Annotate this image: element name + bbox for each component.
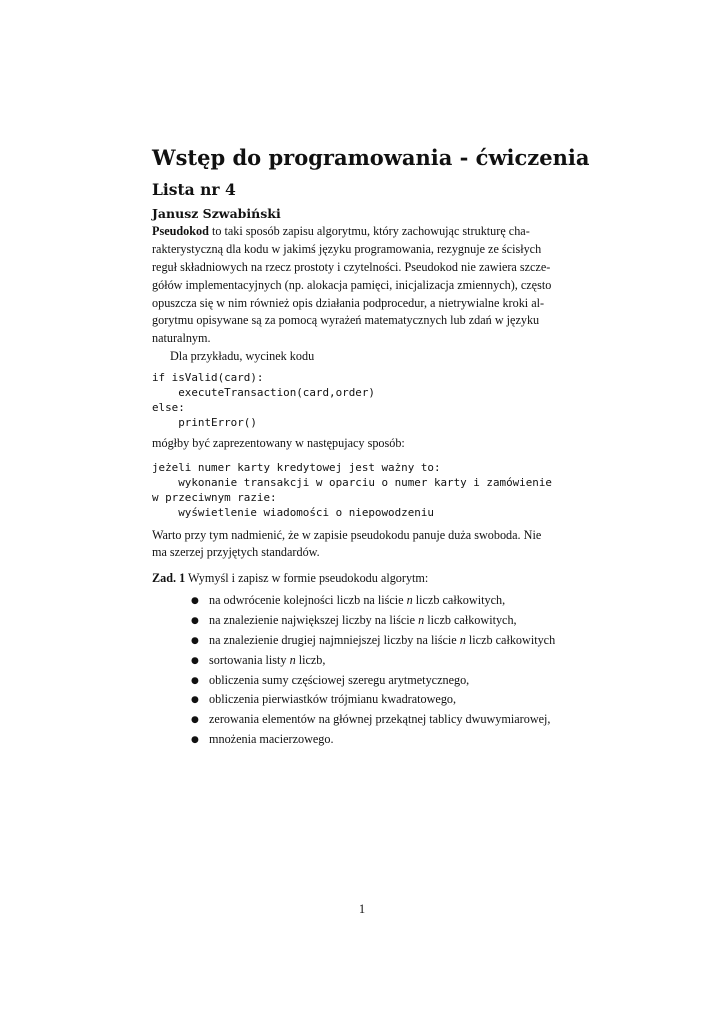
bullet-icon: ●	[191, 735, 199, 745]
task-label: Zad. 1	[152, 571, 186, 585]
intro-line-text: to taki sposób zapisu algorytmu, który zachowując strukturę cha-	[211, 224, 530, 238]
task-item: obliczenia sumy częściowej szeregu arytmetycznego,	[209, 673, 470, 687]
author-name: Janusz Szwabiński	[152, 206, 281, 221]
task-item: zerowania elementów na głównej przekątnej tablicy dwuwymiarowej,	[209, 712, 551, 726]
code-line: if isValid(card):	[152, 371, 264, 384]
document-title: Wstęp do programowania - ćwiczenia	[152, 145, 590, 170]
task-heading	[152, 571, 428, 586]
bullet-icon: ●	[191, 656, 199, 666]
bullet-icon: ●	[191, 636, 199, 646]
intro-line: gółów implementacyjnych (np. alokacja pamięci, inicjalizacja zmiennych), często	[152, 278, 552, 292]
task-item: na odwrócenie kolejności liczb na liście n liczb całkowitych,	[209, 593, 506, 607]
task-text: Wymyśl i zapisz w formie pseudokodu algorytm:	[188, 571, 429, 585]
intro-line: naturalnym.	[152, 331, 211, 345]
intro-line: opuszcza się w nim również opis działania podprocedur, a nietrywialne kroki al-	[152, 296, 545, 310]
example-intro-line: Dla przykładu, wycinek kodu	[170, 349, 315, 363]
page-number: 1	[358, 902, 366, 916]
task-item: obliczenia pierwiastków trójmianu kwadratowego,	[209, 692, 457, 706]
intro-line	[152, 224, 530, 239]
code-line: printError()	[152, 416, 257, 429]
intro-line: rakterystyczną dla kodu w jakimś języku programowania, rezygnuje ze ścisłych	[152, 242, 542, 256]
bullet-icon: ●	[191, 596, 199, 606]
task-item: mnożenia macierzowego.	[209, 732, 334, 746]
intro-line: gorytmu opisywane są za pomocą wyrażeń matematycznych lub zdań w języku	[152, 313, 540, 327]
note-line: Warto przy tym nadmienić, że w zapisie pseudokodu panuje duża swoboda. Nie	[152, 528, 542, 542]
code-line: executeTransaction(card,order)	[152, 386, 375, 399]
list-subtitle: Lista nr 4	[152, 180, 236, 199]
pseudo-line: jeżeli numer karty kredytowej jest ważny to:	[152, 461, 441, 474]
task-item: sortowania listy n liczb,	[209, 653, 326, 667]
bullet-icon: ●	[191, 715, 199, 725]
bullet-icon: ●	[191, 676, 199, 686]
pseudo-line: wyświetlenie wiadomości o niepowodzeniu	[152, 506, 434, 519]
pseudo-line: wykonanie transakcji w oparciu o numer karty i zamówienie	[152, 476, 552, 489]
bullet-icon: ●	[191, 616, 199, 626]
pseudo-line: w przeciwnym razie:	[152, 491, 277, 504]
task-item: na znalezienie największej liczby na liście n liczb całkowitych,	[209, 613, 517, 627]
task-item: na znalezienie drugiej najmniejszej liczby na liście n liczb całkowitych	[209, 633, 556, 647]
intro-line: reguł składniowych na rzecz prostoty i czytelności. Pseudokod nie zawiera szcze-	[152, 260, 551, 274]
code-line: else:	[152, 401, 185, 414]
note-line: ma szerzej przyjętych standardów.	[152, 545, 320, 559]
bullet-icon: ●	[191, 695, 199, 705]
intro-term: Pseudokod	[152, 224, 209, 238]
transition-line: mógłby być zaprezentowany w następujacy sposób:	[152, 436, 405, 450]
